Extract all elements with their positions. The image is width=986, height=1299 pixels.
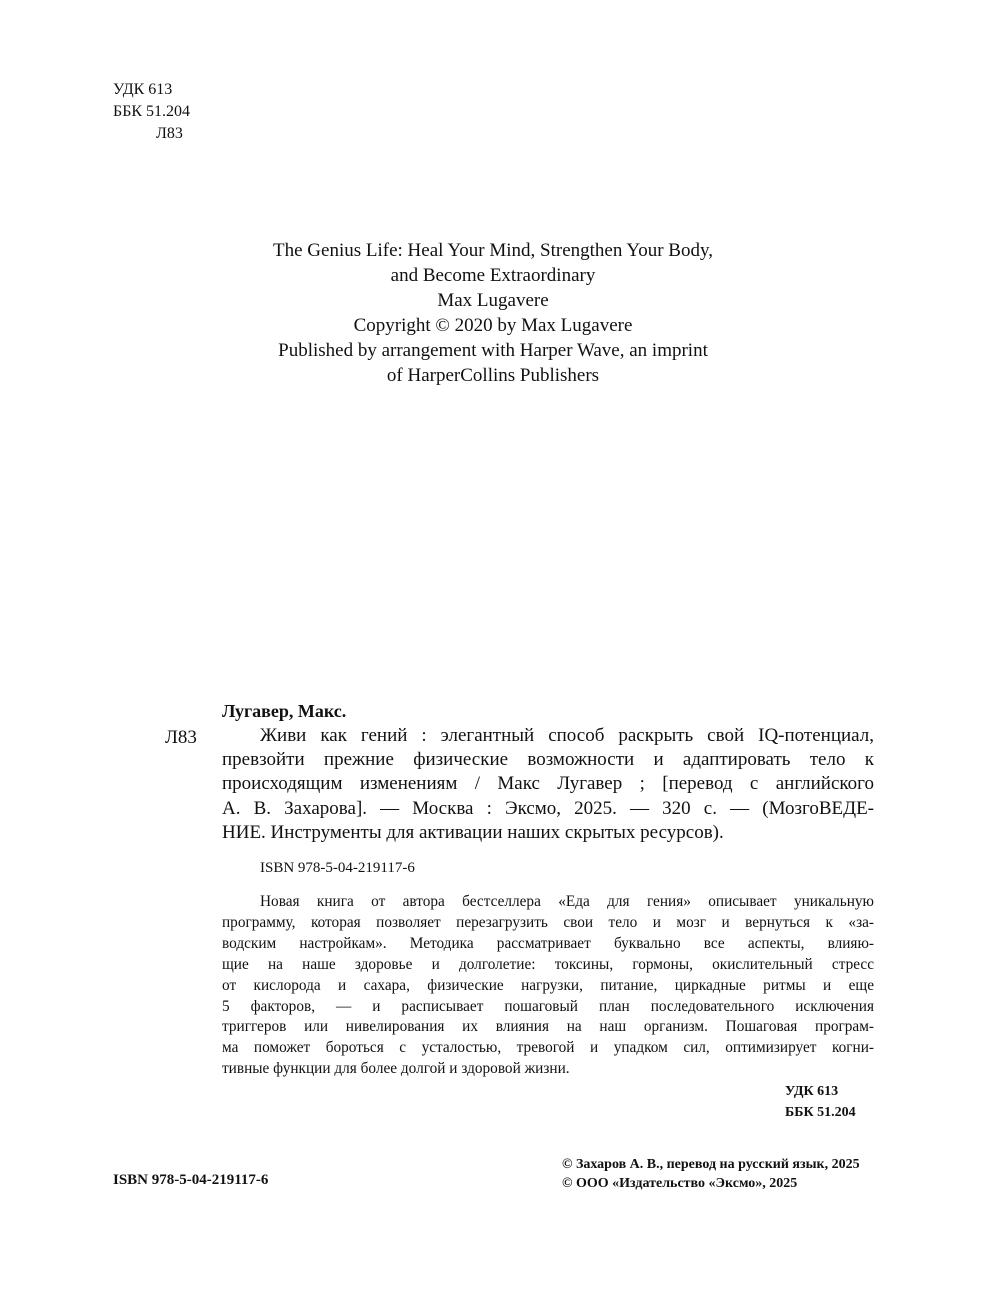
original-line: Max Lugavere — [437, 290, 549, 311]
catalog-author: Лугавер, Макс. — [222, 701, 347, 721]
bbk-code-bottom: ББК 51.204 — [785, 1105, 856, 1120]
original-line: Published by arrangement with Harper Wave, an imprint — [278, 340, 708, 361]
annotation-line: Новая книга от автора бестселлера «Еда для гения» описывает уникальную — [260, 893, 874, 910]
annotation-line: щие на наше здоровье и долголетие: токсины, гормоны, окислительный стресс — [222, 955, 874, 973]
classification-codes-bottom — [785, 1081, 856, 1123]
original-line: Copyright © 2020 by Max Lugavere — [353, 315, 633, 336]
annotation-line: от кислорода и сахара, физические нагрузки, питание, циркадные ритмы и еще — [222, 976, 874, 994]
annotation-line: ма поможет бороться с усталостью, тревогой и упадком сил, оптимизирует когни- — [222, 1039, 874, 1057]
annotation — [222, 892, 874, 1080]
catalog-line: А. В. Захарова]. — Москва : Эксмо, 2025. — 320 с. — (МозгоВЕДЕ- — [222, 797, 874, 819]
udk-code-bottom: УДК 613 — [785, 1084, 839, 1099]
copyright-publisher: © ООО «Издательство «Эксмо», 2025 — [562, 1176, 798, 1191]
isbn-main: ISBN 978-5-04-219117-6 — [113, 1172, 269, 1188]
annotation-line: программу, которая позволяет перезагрузить свои тело и мозг и вернуться к «за- — [222, 913, 874, 931]
annotation-line: триггеров или нивелирования их влияния на наш организм. Пошаговая програм- — [222, 1018, 874, 1036]
catalog-line: НИЕ. Инструменты для активации наших скрытых ресурсов). — [222, 821, 724, 843]
classification-codes-top — [113, 79, 190, 145]
bbk-code: ББК 51.204 — [113, 103, 191, 120]
original-line: The Genius Life: Heal Your Mind, Strengthen Your Body, — [273, 240, 713, 261]
catalog-isbn: ISBN 978-5-04-219117-6 — [260, 860, 415, 876]
original-line: and Become Extraordinary — [390, 265, 596, 286]
annotation-line: 5 факторов, — и расписывает пошаговый план последовательного исключения — [222, 997, 874, 1015]
annotation-line: тивные функции для более долгой и здоровой жизни. — [222, 1060, 570, 1078]
original-edition-info — [0, 238, 986, 388]
original-line: of HarperCollins Publishers — [386, 365, 600, 386]
catalog-line: превзойти прежние физические возможности и адаптировать тело к — [222, 749, 874, 771]
udk-code: УДК 613 — [113, 81, 173, 98]
copyright-translation: © Захаров А. В., перевод на русский язык, 2025 — [562, 1157, 860, 1172]
annotation-line: водским настройкам». Методика рассматривает буквально все аспекты, влияю- — [222, 934, 874, 952]
catalog-line: происходящим изменениям / Макс Лугавер ; [перевод с английского — [222, 773, 874, 795]
catalog-description — [222, 724, 874, 845]
catalog-line: Живи как гений : элегантный способ раскрыть свой IQ-потенциал, — [260, 725, 874, 746]
catalog-cutter: Л83 — [165, 727, 197, 748]
cutter-code: Л83 — [156, 125, 183, 142]
copyright-notices — [562, 1155, 860, 1193]
